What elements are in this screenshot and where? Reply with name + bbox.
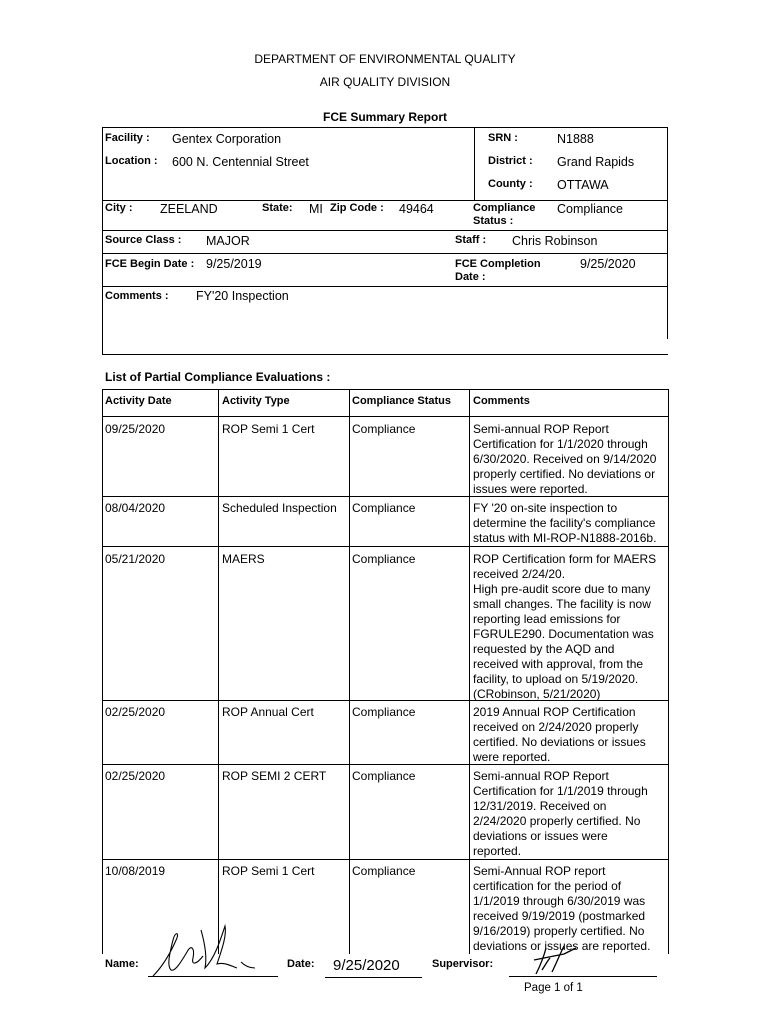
supervisor-initials (530, 944, 580, 978)
compliance-status: Compliance (352, 501, 416, 515)
source-class-label: Source Class : (105, 234, 182, 246)
column-header-comments: Comments (473, 395, 530, 407)
activity-type: ROP Semi 1 Cert (222, 864, 315, 878)
name-signature (145, 918, 275, 980)
fce-completion-label (455, 258, 541, 284)
department-title: DEPARTMENT OF ENVIRONMENTAL QUALITY (254, 52, 516, 66)
activity-comments: 2019 Annual ROP Certification received on 2/24/2020 properly certified. No deviations or issues were reported. (473, 705, 646, 764)
column-header-activity-date: Activity Date (105, 395, 172, 407)
state-value: MI (309, 202, 323, 216)
compliance-status: Compliance (352, 769, 416, 783)
page-number: Page 1 of 1 (524, 982, 583, 994)
location-label: Location : (105, 155, 158, 167)
compliance-status: Compliance (352, 552, 416, 566)
activity-comments: FY '20 on-site inspection to determine the facility's compliance status with MI-ROP-N1888-2016b. (473, 501, 657, 545)
fce-completion-value: 9/25/2020 (580, 257, 636, 271)
compliance-status: Compliance (352, 422, 416, 436)
column-header-compliance-status: Compliance Status (352, 395, 452, 407)
zip-value: 49464 (399, 202, 434, 216)
staff-label: Staff : (455, 234, 487, 246)
city-label: City : (105, 202, 133, 214)
location-value: 600 N. Centennial Street (172, 155, 309, 169)
fce-completion-label-line1: FCE Completion (455, 258, 541, 270)
division-title: AIR QUALITY DIVISION (319, 75, 451, 89)
activity-date: 09/25/2020 (105, 422, 166, 436)
pce-title: List of Partial Compliance Evaluations : (105, 370, 331, 384)
compliance-status-label (473, 202, 535, 228)
activity-comments: Semi-Annual ROP report certification for the period of 1/1/2019 through 6/30/2019 was received 9/19/2019 (postmarked 9/16/2019) properly certified. No deviations or issues are reported. (473, 864, 651, 953)
comments-label: Comments : (105, 290, 169, 302)
date-label: Date: (287, 958, 315, 970)
activity-date: 02/25/2020 (105, 769, 166, 783)
activity-date: 10/08/2019 (105, 864, 166, 878)
compliance-status-label-line1: Compliance (473, 202, 536, 214)
fce-begin-label: FCE Begin Date : (105, 258, 195, 270)
source-class-value: MAJOR (206, 234, 250, 248)
activity-type: Scheduled Inspection (222, 501, 337, 515)
report-title: FCE Summary Report (322, 110, 448, 124)
compliance-status: Compliance (352, 705, 416, 719)
activity-comments: ROP Certification form for MAERS received 2/24/20. High pre-audit score due to many small changes. The facility is now reporting lead emissions for FGRULE290. Documentation was requested by the AQD and received with approval, from the facility, to upload on 5/19/2020. (CRobinson, 5/21/2020) (473, 552, 657, 701)
activity-type: MAERS (222, 552, 265, 566)
city-value: ZEELAND (160, 202, 218, 216)
fce-begin-value: 9/25/2019 (206, 257, 262, 271)
date-value: 9/25/2020 (333, 957, 400, 974)
supervisor-label: Supervisor: (432, 958, 494, 970)
srn-label: SRN : (488, 132, 518, 144)
activity-type: ROP Annual Cert (222, 705, 314, 719)
district-label: District : (488, 155, 533, 167)
state-label: State: (262, 202, 293, 214)
activity-type: ROP SEMI 2 CERT (222, 769, 327, 783)
facility-label: Facility : (105, 132, 150, 144)
facility-value: Gentex Corporation (172, 132, 282, 146)
activity-date: 02/25/2020 (105, 705, 166, 719)
activity-date: 05/21/2020 (105, 552, 166, 566)
srn-value: N1888 (557, 132, 594, 146)
comments-value: FY'20 Inspection (196, 289, 289, 303)
county-value: OTTAWA (557, 178, 609, 192)
activity-comments: Semi-annual ROP Report Certification for 1/1/2020 through 6/30/2020. Received on 9/14/2020 properly certified. No deviations or issues were reported. (473, 422, 657, 496)
compliance-status: Compliance (352, 864, 416, 878)
column-header-activity-type: Activity Type (222, 395, 290, 407)
activity-date: 08/04/2020 (105, 501, 166, 515)
compliance-status-value: Compliance (557, 202, 624, 216)
zip-label: Zip Code : (330, 202, 384, 214)
compliance-status-label-line2: Status : (473, 215, 514, 227)
date-line (325, 977, 422, 978)
staff-value: Chris Robinson (512, 234, 598, 248)
county-label: County : (488, 178, 533, 190)
district-value: Grand Rapids (557, 155, 635, 169)
activity-comments: Semi-annual ROP Report Certification for 1/1/2019 through 12/31/2019. Received on 2/24/2020 properly certified. No deviations or issues were reported. (473, 769, 648, 858)
fce-completion-label-line2: Date : (455, 271, 486, 283)
activity-type: ROP Semi 1 Cert (222, 422, 315, 436)
name-label: Name: (105, 958, 139, 970)
